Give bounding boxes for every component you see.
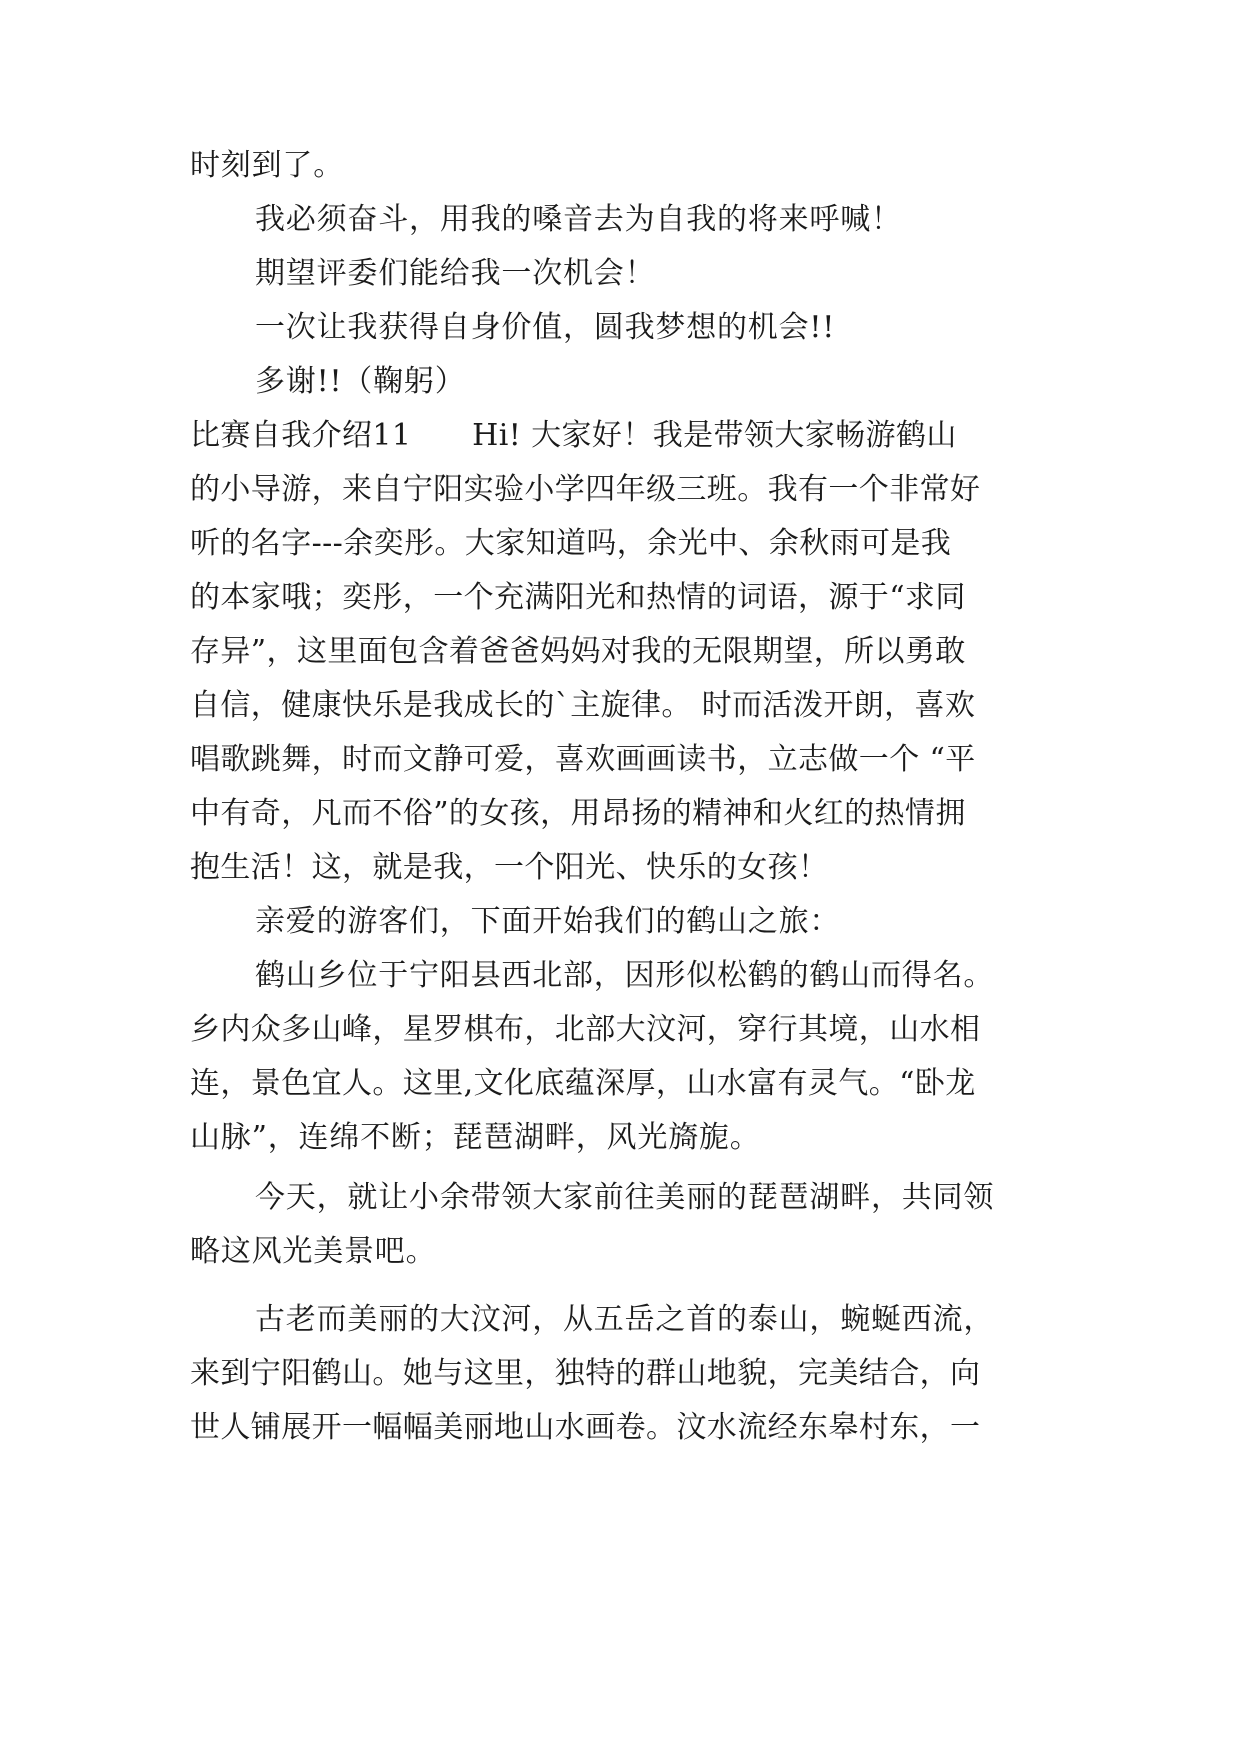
- text-line: 唱歌跳舞，时而文静可爱，喜欢画画读书，立志做一个 “平: [190, 742, 976, 777]
- text-line: 抱生活！这，就是我，一个阳光、快乐的女孩！: [190, 850, 829, 885]
- text-line: 今天，就让小余带领大家前往美丽的琵琶湖畔，共同领: [255, 1180, 995, 1215]
- text-line: 亲爱的游客们，下面开始我们的鹤山之旅：: [255, 904, 841, 939]
- text-line: 自信，健康快乐是我成长的`主旋律。 时而活泼开朗，喜欢: [190, 688, 976, 723]
- text-line: 来到宁阳鹤山。她与这里，独特的群山地貌，完美结合，向: [190, 1356, 981, 1391]
- text-line: 的小导游，来自宁阳实验小学四年级三班。我有一个非常好: [190, 472, 981, 507]
- text-line: 鹤山乡位于宁阳县西北部，因形似松鹤的鹤山而得名。: [255, 958, 995, 993]
- text-line: 略这风光美景吧。: [190, 1234, 437, 1269]
- text-line: 期望评委们能给我一次机会！: [255, 256, 656, 291]
- text-line: 的本家哦；奕彤，一个充满阳光和热情的词语，源于“求同: [190, 580, 966, 615]
- text-line: 一次让我获得自身价值，圆我梦想的机会!!: [255, 310, 836, 345]
- text-line: 世人铺展开一幅幅美丽地山水画卷。汶水流经东皋村东，一: [190, 1410, 981, 1445]
- text-line: 连，景色宜人。这里,文化底蕴深厚，山水富有灵气。“卧龙: [190, 1066, 976, 1101]
- text-line: 古老而美丽的大汶河，从五岳之首的泰山，蜿蜒西流，: [255, 1302, 995, 1337]
- text-line: 存异”，这里面包含着爸爸妈妈对我的无限期望，所以勇敢: [190, 634, 966, 669]
- text-line: 乡内众多山峰，星罗棋布，北部大汶河，穿行其境，山水相: [190, 1012, 981, 1047]
- text-line: 听的名字---余奕彤。大家知道吗，余光中、余秋雨可是我: [190, 526, 952, 561]
- section-heading-line: 比赛自我介绍11 Hi! 大家好！我是带领大家畅游鹤山: [190, 418, 957, 453]
- text-line: 时刻到了。: [190, 148, 344, 183]
- text-line: 我必须奋斗，用我的嗓音去为自我的将来呼喊！: [255, 202, 902, 237]
- text-line: 中有奇，凡而不俗”的女孩，用昂扬的精神和火红的热情拥: [190, 796, 966, 831]
- text-line: 多谢!!（鞠躬）: [255, 364, 466, 399]
- text-line: 山脉”，连绵不断；琵琶湖畔，风光旖旎。: [190, 1120, 761, 1155]
